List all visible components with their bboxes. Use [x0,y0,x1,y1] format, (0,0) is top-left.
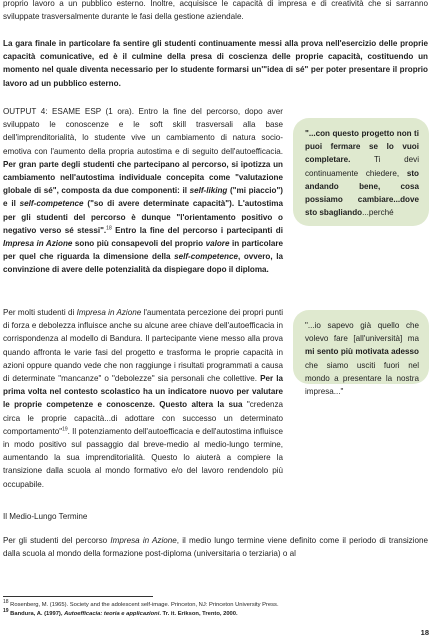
paragraph-self-efficacy: Per molti studenti di Impresa in Azione l'aumentata percezione dei propri punti di forza e debolezza influisce anche su alcune aree chiave dell'autoefficacia in corrispondenza al modello di Bandura. Il partecipante viene messo alla prova quando affronta le varie fasi del progetto e trasforma le proprie capacità in azioni oppure quando vede che non raggiunge i risultati programmati a causa di determinate "mancanze" o "debolezze" sia personali che collettive. Per la prima volta nel contesto scolastico ha un indicatore nuovo per valutare le proprie competenze e conoscenze. Questo altera la sua "credenza circa le proprie capacità...di adottare con successo un determinato comportamento"$^{19}$. Il potenziamento dell'autoefficacia e dell'autostima influisce in modo positivo sul passaggio dal breve-medio al medio-lungo termine, aumentando la sua imprenditorialità. Questo lo aiuterà a compiere la transizione dalla scuola al mondo formativo e/o del lavoro rendendolo più occupabile. [3,308,284,489]
paragraph-intro: proprio lavoro a un pubblico esterno. Inoltre, acquisisce le capacità di impresa e di creatività che si sarranno sviluppate trasversalmente durante le fasi della gestione aziendale. [3,0,428,22]
paragraph-output-4: OUTPUT 4: ESAME ESP (1 ora). Entro la fine del percorso, dopo aver sviluppato le conoscenze e le soft skill trasversali alla base dell'imprenditorialità, lo studente vive un cambiamento di natura socio-emotiva con l'aumento della propria autostima e di seguito dell'autoefficacia. Per gran parte degli studenti che partecipano al percorso, si ipotizza un cambiamento nell'autostima individuale concepita come "valutazione globale di sé", composta da due componenti: il self-liking ("mi piaccio") e il self-competence ("so di avere determinate capacità"). L'autostima per gli studenti del percorso è dunque "l'orientamento positivo o negativo verso sé stessi".$^{18}$ Entro la fine del percorso i partecipanti di Impresa in Azione sono più consapevoli del proprio valore in particolare per quel che riguarda la dimensione della self-competence, ovvero, la convinzione di avere delle potenzialità da dispiegare dopo il diploma. [3,107,284,275]
paragraph-medium-long-term: Per gli studenti del percorso Impresa in Azione, il medio lungo termine viene definito come il periodo di transizione dalla scuola al mondo della formazione post-diploma (universitaria o terziaria) o al [3,536,429,559]
footnote-ref-18: 18 [106,225,112,232]
output-4-title: OUTPUT 4: ESAME ESP (1 ora) [3,107,132,116]
section-heading-medio-lungo-termine: Il Medio-Lungo Termine [3,512,88,521]
paragraph-final-competition: La gara finale in particolare fa sentire gli studenti continuamente messi alla prova nell'esercizio delle proprie capacità comunicative, ed è il culmine della presa di coscienza delle proprie capacità, costituendo un momento nel quale diventa necessario per lo studente formarsi un'"idea di sé" per poter presentare il proprio lavoro ad un pubblico esterno. [3,39,428,88]
page-number: 18 [420,628,429,637]
footnote-divider [3,596,153,597]
quote-callout-2: "...io sapevo già quello che volevo fare [all'università] ma mi sento più motivata adesso che siamo usciti fuori nel mondo a presentare la nostra impresa..." [293,310,429,384]
footnote-19: $^{19}$ Bandura, A. (1997), Autoefficacia: teoria e applicazioni. Tr. it. Erikson, Trento, 2000. [3,608,238,617]
footnote-ref-19: 19 [62,426,68,433]
footnote-18: $^{18}$ Rosenberg, M. (1965). Society and the adolescent self-image. Princeton, NJ: Princeton University Press. [3,599,279,608]
quote-callout-1: "...con questo progetto non ti puoi fermare se lo vuoi completare. Ti devi continuamente chiedere, sto andando bene, cosa possiamo cambiare...dove sto sbagliando...perché [293,118,429,226]
